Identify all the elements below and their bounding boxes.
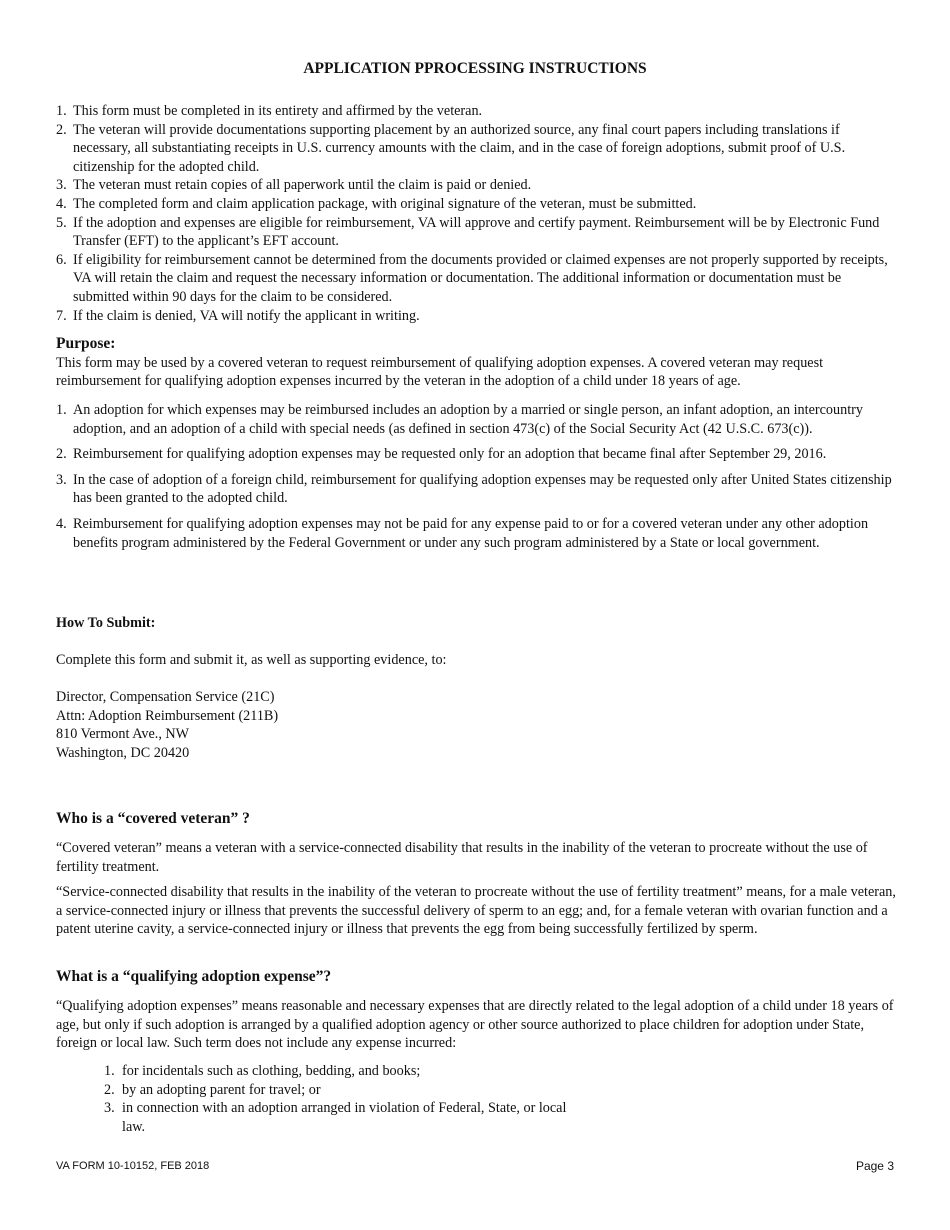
mailing-address bbox=[56, 688, 896, 762]
purpose-item: 1. An adoption for which expenses may be reimbursed includes an adoption by a married or single person, an infant adoption, an intercountry adoption, and an adoption of a child with special needs (as defined in section 473(c) of the Social Security Act (42 U.S.C. 673(c)). bbox=[56, 402, 863, 437]
purpose-heading: Purpose: bbox=[56, 335, 116, 352]
instruction-item: 1. This form must be completed in its entirety and affirmed by the veteran. bbox=[56, 103, 483, 119]
address-line: 810 Vermont Ave., NW bbox=[56, 726, 190, 743]
instruction-item: 4. The completed form and claim application package, with original signature of the veteran, must be submitted. bbox=[56, 195, 697, 212]
excluded-expenses-list bbox=[104, 1062, 604, 1136]
page-number: Page 3 bbox=[855, 1159, 894, 1173]
purpose-list bbox=[56, 401, 896, 552]
purpose-intro: This form may be used by a covered veteran to request reimbursement of qualifying adoption expenses. A covered veteran may request reimbursement for qualifying adoption expenses incurred by the veteran in the adoption of a child under 18 years of age. bbox=[56, 354, 824, 390]
excluded-expense-item: 2. by an adopting parent for travel; or bbox=[104, 1081, 321, 1098]
page-title: APPLICATION PPROCESSING INSTRUCTIONS bbox=[303, 60, 647, 77]
covered-veteran-heading: Who is a “covered veteran” ? bbox=[56, 810, 250, 827]
instruction-item: 7. If the claim is denied, VA will notify the applicant in writing. bbox=[56, 307, 420, 324]
instruction-item: 6. If eligibility for reimbursement cannot be determined from the documents provided or claimed expenses are not properly supported by receipts, VA will retain the claim and request the necessary information or documentation. The additional information or documentation must be submitted within 90 days for the claim to be considered. bbox=[56, 251, 888, 305]
purpose-item: 2. Reimbursement for qualifying adoption expenses may be requested only for an adoption that became final after September 29, 2016. bbox=[56, 446, 827, 463]
address-line: Attn: Adoption Reimbursement (211B) bbox=[56, 707, 279, 724]
submit-heading: How To Submit: bbox=[56, 615, 156, 631]
excluded-expense-item: 3. in connection with an adoption arranged in violation of Federal, State, or local law. bbox=[104, 1100, 567, 1135]
address-line: Director, Compensation Service (21C) bbox=[56, 689, 275, 705]
instructions-list bbox=[56, 102, 896, 325]
purpose-item: 4. Reimbursement for qualifying adoption expenses may not be paid for any expense paid to or for a covered veteran under any other adoption benefits program administered by the Federal Government or under any such program administered by a State or local government. bbox=[56, 515, 869, 551]
instruction-item: 5. If the adoption and expenses are eligible for reimbursement, VA will approve and certify payment. Reimbursement will be by Electronic Fund Transfer (EFT) to the applicant’s EFT account. bbox=[56, 214, 880, 250]
instruction-item: 3. The veteran must retain copies of all paperwork until the claim is paid or denied. bbox=[56, 177, 532, 194]
purpose-section bbox=[56, 335, 896, 391]
excluded-expense-item: 1. for incidentals such as clothing, bedding, and books; bbox=[104, 1063, 421, 1079]
qualifying-expense-heading: What is a “qualifying adoption expense”? bbox=[56, 968, 332, 985]
address-line: Washington, DC 20420 bbox=[56, 744, 190, 761]
covered-disability-definition: “Service-connected disability that results in the inability of the veteran to procreate without the use of fertility treatment” means, for a male veteran, a service-connected injury or illness that prevents the successful delivery of sperm to an egg; and, for a female veteran with ovarian function and a patent uterine cavity, a service-connected injury or illness that prevents the egg from being successfully fertilized by sperm. bbox=[56, 884, 896, 938]
covered-definition: “Covered veteran” means a veteran with a service-connected disability that results in the inability of the veteran to procreate without the use of fertility treatment. bbox=[56, 840, 868, 875]
instruction-item: 2. The veteran will provide documentations supporting placement by an authorized source, any final court papers including translations if necessary, all substantiating receipts in U.S. currency amounts with the claim, and in the case of foreign adoptions, submit proof of U.S. citizenship for the adopted child. bbox=[56, 121, 846, 175]
purpose-item: 3. In the case of adoption of a foreign child, reimbursement for qualifying adoption expenses may be requested only after United States citizenship has been granted to the adopted child. bbox=[56, 471, 892, 507]
form-identifier: VA FORM 10-10152, FEB 2018 bbox=[56, 1160, 210, 1172]
covered-veteran-section bbox=[56, 839, 896, 939]
submit-text: Complete this form and submit it, as well as supporting evidence, to: bbox=[56, 652, 447, 668]
qualifying-expense-definition: “Qualifying adoption expenses” means reasonable and necessary expenses that are directly related to the legal adoption of a child under 18 years of age, but only if such adoption is arranged by a qualified adoption agency or other source authorized to place children for adoption under State, foreign or local law. Such term does not include any expense incurred: bbox=[56, 998, 894, 1052]
